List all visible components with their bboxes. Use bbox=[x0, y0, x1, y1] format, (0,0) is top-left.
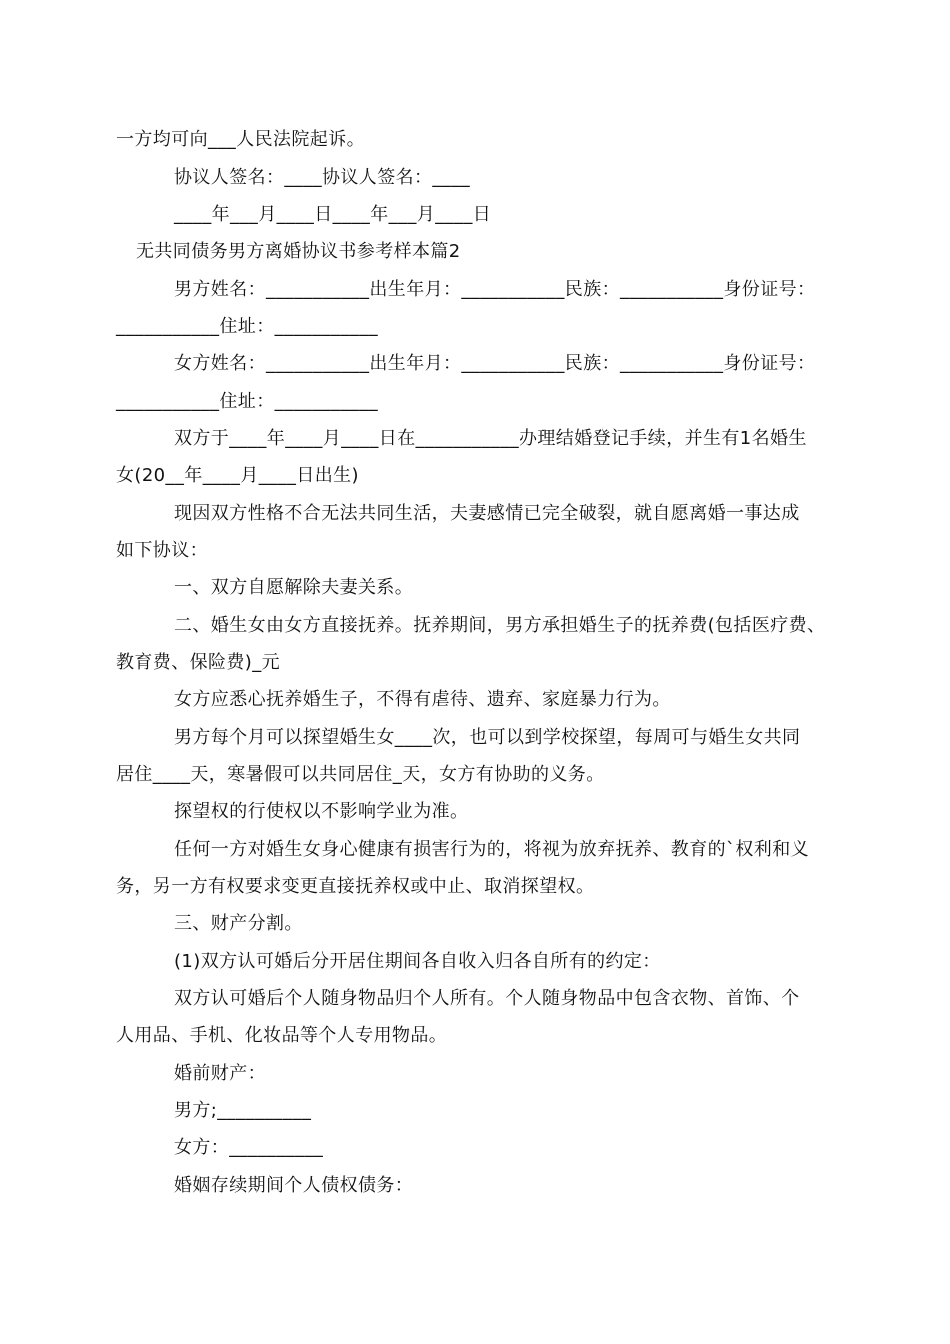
text-line: 人用品、手机、化妆品等个人专用物品。 bbox=[116, 1025, 448, 1046]
clause-heading: 一、双方自愿解除夫妻关系。 bbox=[174, 577, 414, 598]
text-line: (1)双方认可婚后分开居住期间各自收入归各自所有的约定： bbox=[174, 951, 661, 972]
text-line: ___________住址：___________ bbox=[116, 316, 378, 337]
text-line: 男方;__________ bbox=[174, 1100, 312, 1121]
clause-heading: 二、婚生女由女方直接抚养。抚养期间，男方承担婚生子的抚养费(包括医疗费、 bbox=[174, 615, 826, 636]
text-line: 一方均可向___人民法院起诉。 bbox=[116, 129, 365, 150]
text-line: 双方于____年____月____日在___________办理结婚登记手续，并生有1名婚生 bbox=[174, 428, 807, 449]
text-line: 探望权的行使权以不影响学业为准。 bbox=[174, 801, 469, 822]
text-line: ___________住址：___________ bbox=[116, 391, 378, 412]
signature-line: 协议人签名：____协议人签名：____ bbox=[174, 167, 470, 188]
text-line: 男方每个月可以探望婚生女____次，也可以到学校探望，每周可与婚生女共同 bbox=[174, 727, 801, 748]
text-line: 现因双方性格不合无法共同生活，夫妻感情已完全破裂，就自愿离婚一事达成 bbox=[174, 503, 800, 524]
text-line: 女方应悉心抚养婚生子，不得有虐待、遗弃、家庭暴力行为。 bbox=[174, 689, 671, 710]
text-line: 双方认可婚后个人随身物品归个人所有。个人随身物品中包含衣物、首饰、个 bbox=[174, 988, 800, 1009]
text-line: 如下协议： bbox=[116, 540, 208, 561]
text-line: 女方：__________ bbox=[174, 1137, 324, 1158]
section-title: 无共同债务男方离婚协议书参考样本篇2 bbox=[136, 241, 461, 262]
date-line: ____年___月____日____年___月____日 bbox=[174, 204, 492, 225]
text-line: 居住____天，寒暑假可以共同居住_天，女方有协助的义务。 bbox=[116, 764, 605, 785]
text-line: 任何一方对婚生女身心健康有损害行为的，将视为放弃抚养、教育的`权利和义 bbox=[174, 839, 809, 860]
text-line: 务，另一方有权要求变更直接抚养权或中止、取消探望权。 bbox=[116, 876, 595, 897]
text-line: 婚姻存续期间个人债权债务： bbox=[174, 1175, 414, 1196]
text-line: 女方姓名：___________出生年月：___________民族：___________身份证号： bbox=[174, 353, 816, 374]
text-line: 教育费、保险费)_元 bbox=[116, 652, 281, 673]
text-line: 婚前财产： bbox=[174, 1063, 266, 1084]
text-line: 女(20__年____月____日出生) bbox=[116, 465, 359, 486]
text-line: 男方姓名：___________出生年月：___________民族：___________身份证号： bbox=[174, 279, 816, 300]
clause-heading: 三、财产分割。 bbox=[174, 913, 303, 934]
